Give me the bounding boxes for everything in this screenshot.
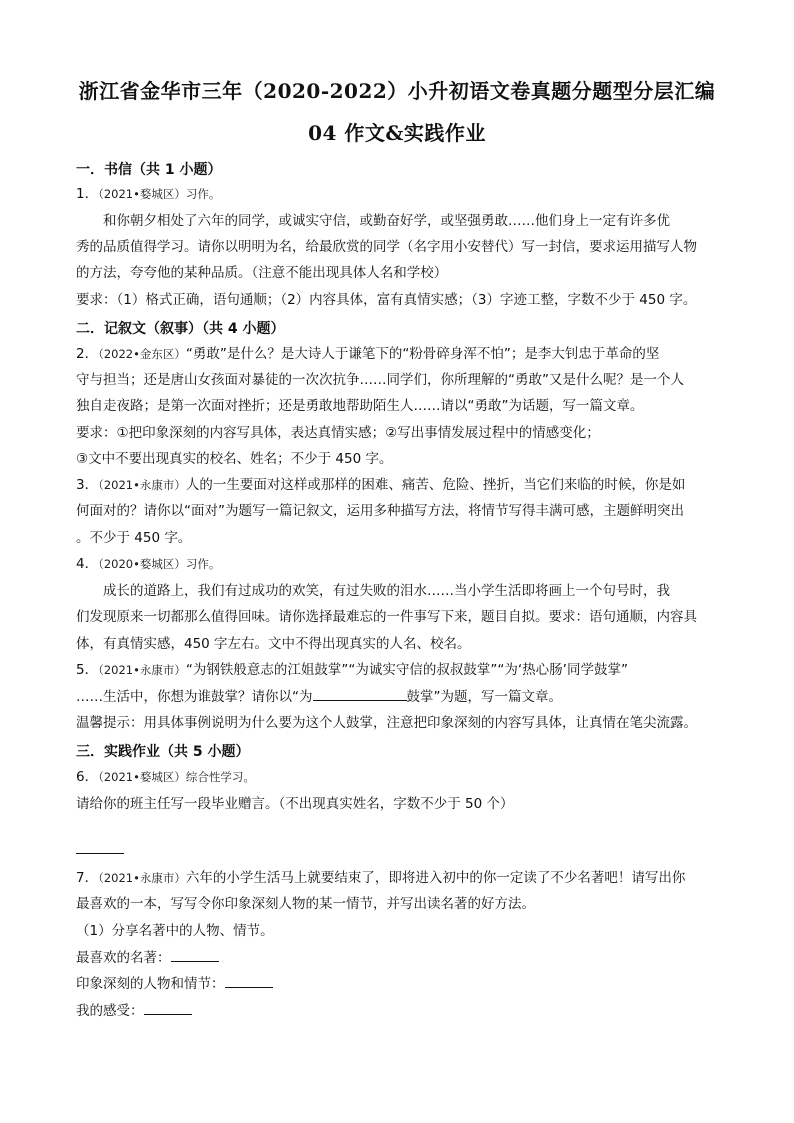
field-label: 印象深刻的人物和情节： [76, 976, 225, 992]
question-7-text-line: 最喜欢的一本，写写令你印象深刻人物的某一情节，并写出读名著的好方法。 [76, 896, 535, 912]
question-2-text: “勇敢”是什么？是大诗人于谦笔下的“粉骨碎身浑不怕”；是李大钊忠于革命的坚 [185, 346, 660, 362]
field-label: 最喜欢的名著： [76, 950, 171, 966]
answer-blank[interactable] [76, 833, 124, 854]
question-2-requirement: 要求：①把印象深刻的内容写具体，表达真情实感；②写出事情发展过程中的情感变化； [76, 425, 600, 441]
question-number: 1． [76, 186, 99, 202]
question-number: 5． [76, 662, 99, 678]
section-heading-practice: 三．实践作业（共 5 小题） [76, 744, 250, 760]
answer-blank[interactable] [171, 945, 219, 962]
question-4-text-line: 成长的道路上，我们有过成功的欢笑，有过失败的泪水……当小学生活即将画上一个句号时，我 [103, 583, 670, 599]
question-3-text: 人的一生要面对这样或那样的困难、痛苦、危险、挫折，当它们来临的时候，你是如 [185, 477, 686, 493]
question-3-text-line: 何面对的？请你以“面对”为题写一篇记叙文，运用多种描写方法，将情节写得丰满可感，主题鲜明突出 [76, 503, 684, 519]
question-1-header [76, 181, 720, 207]
question-7-line [76, 865, 720, 891]
question-source: （2021•永康市） [98, 478, 186, 492]
question-5-text: ……生活中，你想为谁鼓掌？请你以“为 [76, 689, 313, 705]
question-source: （2021•永康市） [98, 663, 186, 677]
question-3-text-line: 。不少于 450 字。 [76, 530, 192, 546]
question-6-answer-line[interactable] [76, 833, 720, 863]
question-7-subquestion: （1）分享名著中的人物、情节。 [76, 923, 274, 939]
question-4-header [76, 551, 720, 577]
question-4-text-line: 体，有真情实感，450 字左右。文中不得出现真实的人名、校名。 [76, 636, 471, 652]
question-5-line [76, 657, 720, 683]
question-source: （2021•婺城区）综合性学习。 [98, 770, 255, 784]
question-1-text-line: 秀的品质值得学习。请你以明明为名，给最欣赏的同学（名字用小安替代）写一封信，要求运用描写人物 [76, 239, 697, 255]
question-source: （2021•婺城区）习作。 [98, 187, 221, 201]
answer-blank[interactable] [225, 971, 273, 988]
question-5-text: “为钢铁般意志的江姐鼓掌”“为诚实守信的叔叔鼓掌”“为‘热心肠’同学鼓掌” [185, 662, 628, 678]
doc-subtitle: 04 作文&实践作业 [308, 121, 486, 145]
question-source: （2022•金东区） [98, 347, 186, 361]
question-5-text: 鼓掌”为题，写一篇文章。 [406, 689, 562, 705]
question-source: （2021•永康市） [98, 871, 186, 885]
question-number: 3． [76, 477, 99, 493]
question-7-field [76, 998, 720, 1024]
question-5-tip: 温馨提示：用具体事例说明为什么要为这个人鼓掌，注意把印象深刻的内容写具体，让真情在笔尖流露。 [76, 715, 697, 731]
question-1-text-line: 和你朝夕相处了六年的同学，或诚实守信，或勤奋好学，或坚强勇敢……他们身上一定有许多优 [103, 213, 670, 229]
question-7-field [76, 971, 720, 997]
question-source: （2020•婺城区）习作。 [98, 557, 221, 571]
question-number: 6． [76, 769, 99, 785]
doc-title: 浙江省金华市三年（2020-2022）小升初语文卷真题分题型分层汇编 [78, 79, 716, 103]
fill-in-blank[interactable] [313, 686, 407, 701]
question-number: 7． [76, 870, 99, 886]
section-heading-narrative: 二．记叙文（叙事）（共 4 小题） [76, 321, 285, 337]
answer-blank[interactable] [144, 998, 192, 1015]
question-2-requirement: ③文中不要出现真实的校名、姓名；不少于 450 字。 [76, 451, 393, 467]
question-number: 4． [76, 556, 99, 572]
question-6-header [76, 764, 720, 790]
field-label: 我的感受： [76, 1003, 144, 1019]
question-1-text-line: 的方法，夸夸他的某种品质。（注意不能出现具体人名和学校） [76, 265, 448, 281]
question-5-text-line [76, 684, 720, 710]
question-2-text-line: 守与担当；还是唐山女孩面对暴徒的一次次抗争……同学们，你所理解的“勇敢”又是什么呢？是一个人 [76, 372, 684, 388]
question-7-text: 六年的小学生活马上就要结束了，即将进入初中的你一定读了不少名著吧！请写出你 [185, 870, 686, 886]
question-1-requirement: 要求：（1）格式正确，语句通顺；（2）内容具体，富有真情实感；（3）字迹工整，字数不少于 450 字。 [76, 292, 697, 308]
question-6-text-line: 请给你的班主任写一段毕业赠言。（不出现真实姓名，字数不少于 50 个） [76, 796, 514, 812]
question-2-line [76, 341, 720, 367]
section-heading-letter: 一．书信（共 1 小题） [76, 162, 222, 178]
question-3-line [76, 472, 720, 498]
question-2-text-line: 独自走夜路；是第一次面对挫折；还是勇敢地帮助陌生人……请以“勇敢”为话题，写一篇文章。 [76, 398, 644, 414]
question-4-text-line: 们发现原来一切都那么值得回味。请你选择最难忘的一件事写下来，题目自拟。要求：语句通顺，内容具 [76, 609, 697, 625]
question-7-field [76, 945, 720, 971]
question-number: 2． [76, 346, 99, 362]
